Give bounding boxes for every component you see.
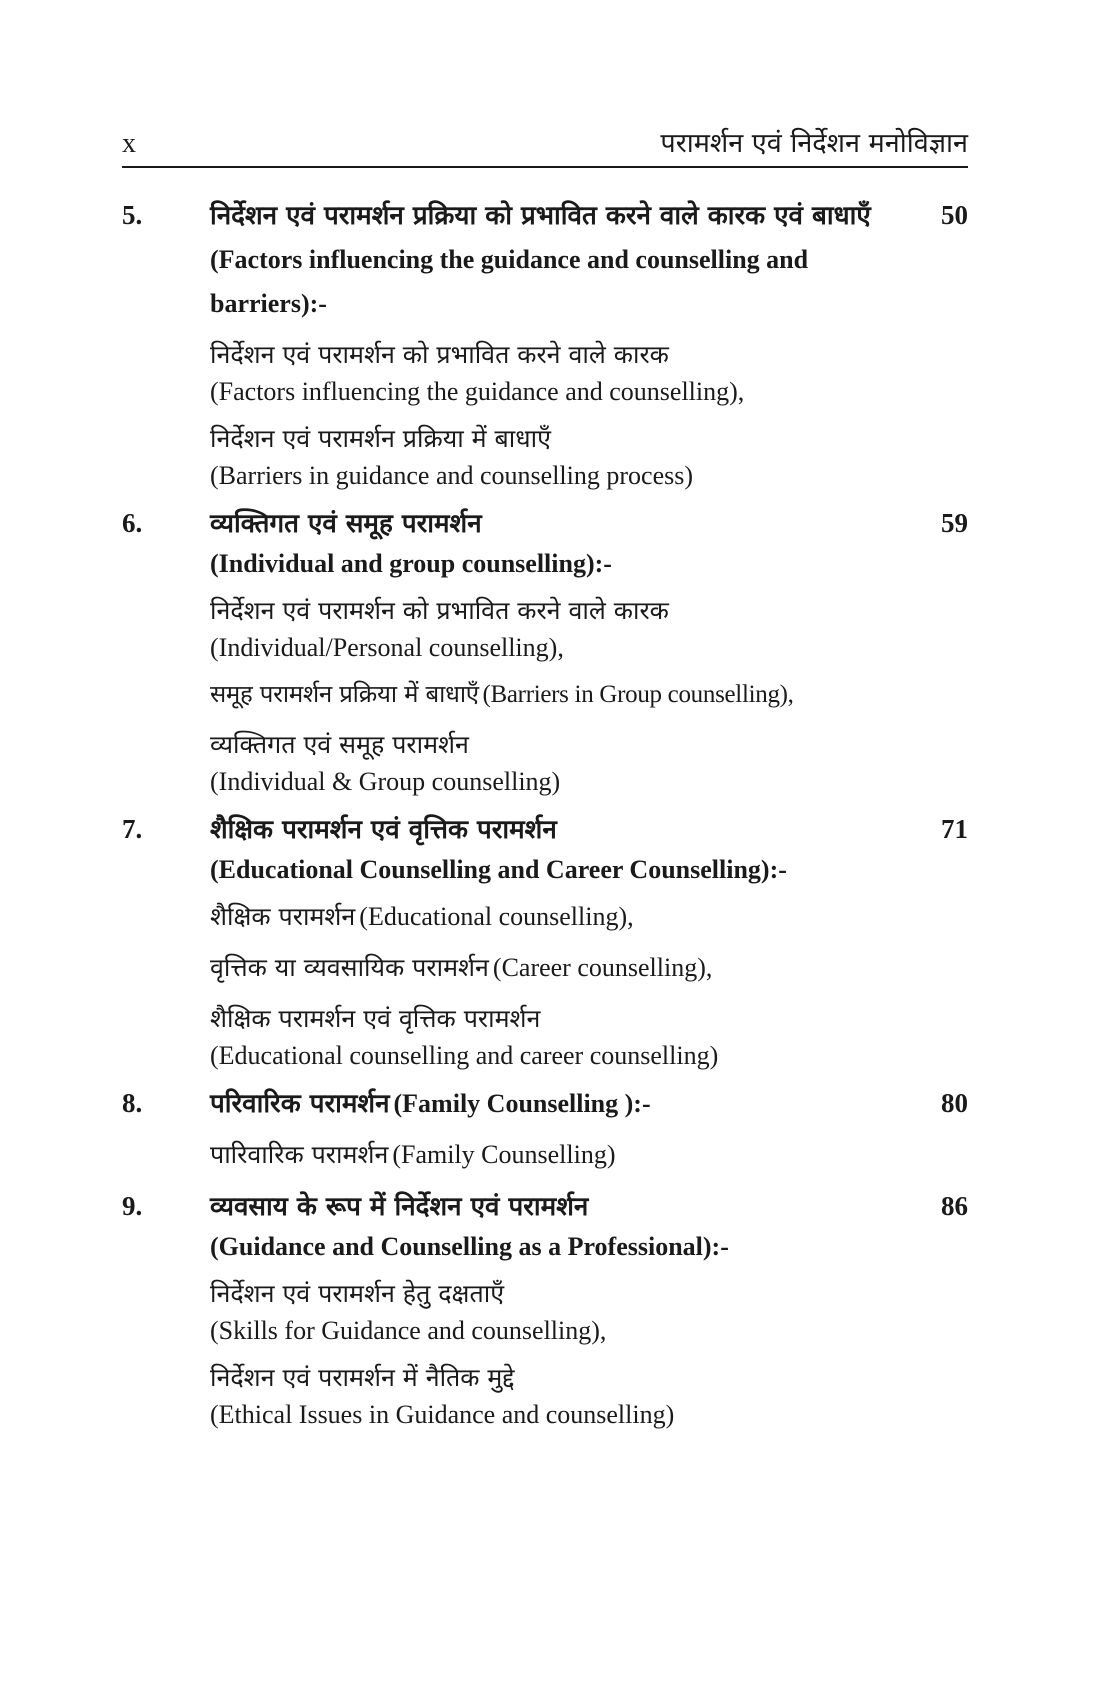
toc-entry-8[interactable] xyxy=(122,1084,968,1177)
chapter-title-hindi: परिवारिक परामर्शन xyxy=(210,1089,390,1119)
toc-entry-9[interactable] xyxy=(122,1187,968,1433)
subentry-english: (Career counselling), xyxy=(492,953,713,982)
subentry-list xyxy=(210,1275,902,1433)
chapter-title-english: (Guidance and Counselling as a Professional):- xyxy=(210,1232,729,1261)
subentry-hindi: पारिवारिक परामर्शन xyxy=(210,1140,389,1169)
chapter-title xyxy=(210,196,902,328)
table-of-contents xyxy=(122,196,968,1443)
subentry-hindi: वृत्तिक या व्यवसायिक परामर्शन xyxy=(210,953,489,982)
subentry xyxy=(210,726,902,800)
chapter-title xyxy=(210,504,902,584)
subentry xyxy=(210,1136,902,1177)
subentry-list xyxy=(210,592,902,800)
chapter-page-number: 86 xyxy=(941,1191,968,1221)
chapter-title-english: (Educational Counselling and Career Counselling):- xyxy=(210,855,787,884)
subentry-english: (Barriers in Group counselling), xyxy=(482,681,794,708)
subentry-hindi: निर्देशन एवं परामर्शन में नैतिक मुद्दे xyxy=(210,1363,515,1392)
subentry-hindi: शैक्षिक परामर्शन xyxy=(210,902,356,931)
chapter-number: 8. xyxy=(122,1088,143,1118)
subentry xyxy=(210,898,902,939)
subentry xyxy=(210,1000,902,1074)
toc-entry-7[interactable] xyxy=(122,810,968,1074)
subentry-hindi: व्यक्तिगत एवं समूह परामर्शन xyxy=(210,730,469,759)
subentry-hindi: निर्देशन एवं परामर्शन को प्रभावित करने वाले कारक xyxy=(210,596,669,625)
subentry xyxy=(210,1275,902,1349)
chapter-number: 5. xyxy=(122,200,143,230)
page-header xyxy=(122,118,968,168)
subentry xyxy=(210,949,902,990)
chapter-title xyxy=(210,1187,902,1267)
subentry xyxy=(210,592,902,666)
subentry-english: (Ethical Issues in Guidance and counselling) xyxy=(210,1400,675,1429)
chapter-title-english: (Family Counselling ):- xyxy=(393,1089,651,1118)
subentry-hindi: निर्देशन एवं परामर्शन प्रक्रिया में बाधाएँ xyxy=(210,424,551,453)
chapter-page-number: 71 xyxy=(941,814,968,844)
subentry-list xyxy=(210,336,902,494)
subentry-english: (Individual & Group counselling) xyxy=(210,767,561,796)
subentry xyxy=(210,420,902,494)
subentry xyxy=(210,336,902,410)
chapter-page-number: 59 xyxy=(941,508,968,538)
chapter-title-english: (Individual and group counselling):- xyxy=(210,549,612,578)
running-title: परामर्शन एवं निर्देशन मनोविज्ञान xyxy=(660,128,968,159)
subentry-english: (Individual/Personal counselling), xyxy=(210,633,564,662)
chapter-title-english: (Factors influencing the guidance and counselling and barriers):- xyxy=(210,245,809,318)
subentry-english: (Skills for Guidance and counselling), xyxy=(210,1316,607,1345)
chapter-title-hindi: शैक्षिक परामर्शन एवं वृत्तिक परामर्शन xyxy=(210,815,557,845)
subentry-hindi: निर्देशन एवं परामर्शन को प्रभावित करने वाले कारक xyxy=(210,340,669,369)
subentry-hindi: निर्देशन एवं परामर्शन हेतु दक्षताएँ xyxy=(210,1279,505,1308)
subentry-english: (Educational counselling and career counselling) xyxy=(210,1041,719,1070)
subentry-english: (Barriers in guidance and counselling process) xyxy=(210,461,694,490)
subentry-english: (Educational counselling), xyxy=(359,902,634,931)
chapter-page-number: 80 xyxy=(941,1088,968,1118)
subentry-list xyxy=(210,1136,902,1177)
subentry xyxy=(210,676,998,716)
subentry-english: (Family Counselling) xyxy=(392,1140,616,1169)
chapter-title xyxy=(210,810,902,890)
chapter-number: 7. xyxy=(122,814,143,844)
subentry-hindi: समूह परामर्शन प्रक्रिया में बाधाएँ xyxy=(210,680,479,708)
chapter-number: 9. xyxy=(122,1191,143,1221)
chapter-page-number: 50 xyxy=(941,200,968,230)
toc-entry-6[interactable] xyxy=(122,504,968,800)
chapter-number: 6. xyxy=(122,508,143,538)
chapter-title-hindi: निर्देशन एवं परामर्शन प्रक्रिया को प्रभावित करने वाले कारक एवं बाधाएँ xyxy=(210,201,871,231)
chapter-title xyxy=(210,1084,902,1128)
chapter-title-hindi: व्यक्तिगत एवं समूह परामर्शन xyxy=(210,509,482,539)
toc-entry-5[interactable] xyxy=(122,196,968,494)
subentry-list xyxy=(210,898,902,1074)
subentry-english: (Factors influencing the guidance and counselling), xyxy=(210,377,745,406)
chapter-title-hindi: व्यवसाय के रूप में निर्देशन एवं परामर्शन xyxy=(210,1192,589,1222)
subentry xyxy=(210,1359,902,1433)
page-number: x xyxy=(122,128,136,159)
subentry-hindi: शैक्षिक परामर्शन एवं वृत्तिक परामर्शन xyxy=(210,1004,541,1033)
